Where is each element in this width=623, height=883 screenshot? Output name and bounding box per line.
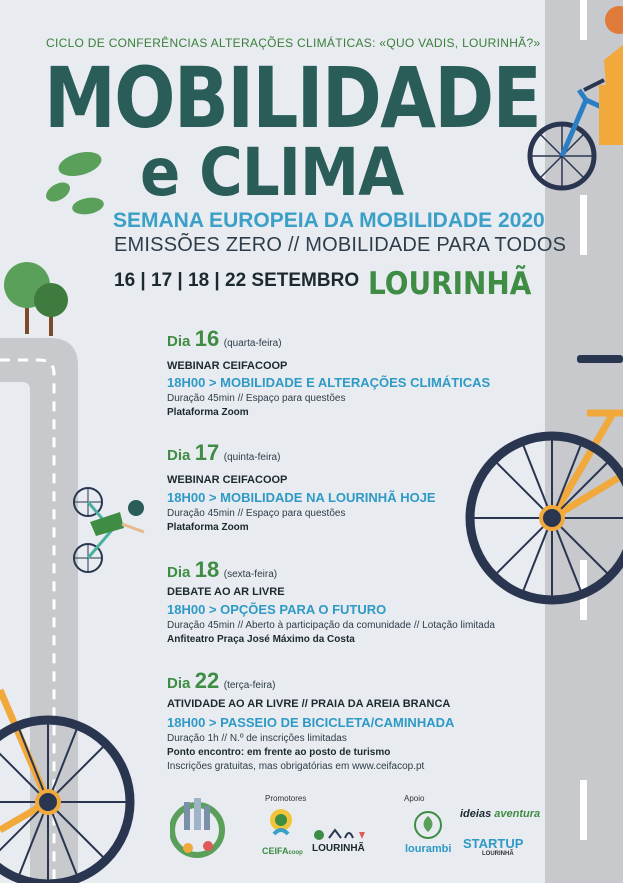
event-registration-note: Inscrições gratuitas, mas obrigatórias em www.ceifacop.pt: [167, 761, 425, 772]
event-dates: 16 | 17 | 18 | 22 SETEMBRO: [114, 270, 360, 291]
bicycle-right-illustration: [462, 355, 623, 615]
conference-logo: [170, 796, 225, 860]
ceifa-logo-text: [262, 846, 303, 856]
page-title: MOBILIDADE: [44, 49, 541, 147]
small-cyclist-illustration: [72, 486, 152, 576]
subtitle: SEMANA EUROPEIA DA MOBILIDADE 2020: [113, 209, 545, 232]
bicycle-left-illustration: [0, 680, 150, 883]
trees-illustration: [2, 258, 72, 338]
ideias-word: ideias: [460, 808, 492, 820]
support-label: Apoio: [404, 794, 425, 803]
event-location: Plataforma Zoom: [167, 407, 249, 418]
day-number: 17: [194, 440, 220, 465]
day-weekday: (sexta-feira): [223, 569, 278, 580]
day-label: Dia: [167, 333, 191, 350]
tagline: EMISSÕES ZERO // MOBILIDADE PARA TODOS: [114, 234, 567, 256]
event-details: Duração 45min // Espaço para questões: [167, 393, 346, 404]
event-title: 18H00 > MOBILIDADE NA LOURINHÃ HOJE: [167, 490, 436, 505]
day-number: 22: [194, 668, 220, 693]
startup-logo-text: STARTUP: [463, 836, 524, 851]
day-label: Dia: [167, 675, 191, 692]
series-title: CICLO DE CONFERÊNCIAS ALTERAÇÕES CLIMÁTICAS: «QUO VADIS, LOURINHÃ?»: [46, 36, 541, 50]
event-location: Anfiteatro Praça José Máximo da Costa: [167, 634, 355, 645]
day-weekday: (quarta-feira): [223, 338, 282, 349]
event-title: 18H00 > OPÇÕES PARA O FUTURO: [167, 602, 387, 617]
lourambi-logo-text: lourambi: [405, 843, 452, 855]
event-type: WEBINAR CEIFACOOP: [167, 360, 288, 372]
event-type: DEBATE AO AR LIVRE: [167, 586, 285, 598]
event-type: WEBINAR CEIFACOOP: [167, 474, 288, 486]
day-number: 16: [194, 326, 220, 351]
lourinha-logo-icon: [313, 826, 369, 842]
leaves-icon: [38, 148, 106, 218]
page-title-line2: e CLIMA: [140, 134, 404, 211]
road-dash: [580, 780, 587, 840]
ceifa-logo-icon: [266, 806, 296, 844]
event-details: Duração 45min // Aberto à participação da comunidade // Lotação limitada: [167, 620, 495, 631]
event-title: 18H00 > PASSEIO DE BICICLETA/CAMINHADA: [167, 715, 455, 730]
day-heading-17: [167, 440, 280, 466]
event-details: Duração 45min // Espaço para questões: [167, 508, 346, 519]
ceifa-sub: coop: [288, 850, 303, 856]
road-dash: [580, 195, 587, 255]
day-label: Dia: [167, 447, 191, 464]
event-place: LOURINHÃ: [368, 266, 532, 302]
startup-logo-sub: LOURINHÃ: [482, 851, 514, 857]
ceifa-name: CEIFA: [262, 846, 289, 856]
event-location: Ponto encontro: em frente ao posto de turismo: [167, 747, 391, 758]
day-label: Dia: [167, 564, 191, 581]
promoters-label: Promotores: [265, 794, 307, 803]
day-weekday: (terça-feira): [223, 680, 276, 691]
event-title: 18H00 > MOBILIDADE E ALTERAÇÕES CLIMÁTICAS: [167, 375, 491, 390]
aventura-word: aventura: [494, 808, 541, 820]
day-heading-22: [167, 668, 275, 694]
day-heading-16: [167, 326, 282, 352]
day-weekday: (quinta-feira): [223, 452, 281, 463]
day-heading-18: [167, 557, 277, 583]
ideias-logo-text: [460, 808, 540, 820]
event-type: ATIVIDADE AO AR LIVRE // PRAIA DA AREIA BRANCA: [167, 698, 451, 710]
event-details: Duração 1h // N.º de inscrições limitadas: [167, 733, 347, 744]
lourinha-logo-text: LOURINHÃ: [312, 843, 365, 854]
day-number: 18: [194, 557, 220, 582]
event-location: Plataforma Zoom: [167, 522, 249, 533]
lourambi-logo-icon: [413, 810, 443, 840]
